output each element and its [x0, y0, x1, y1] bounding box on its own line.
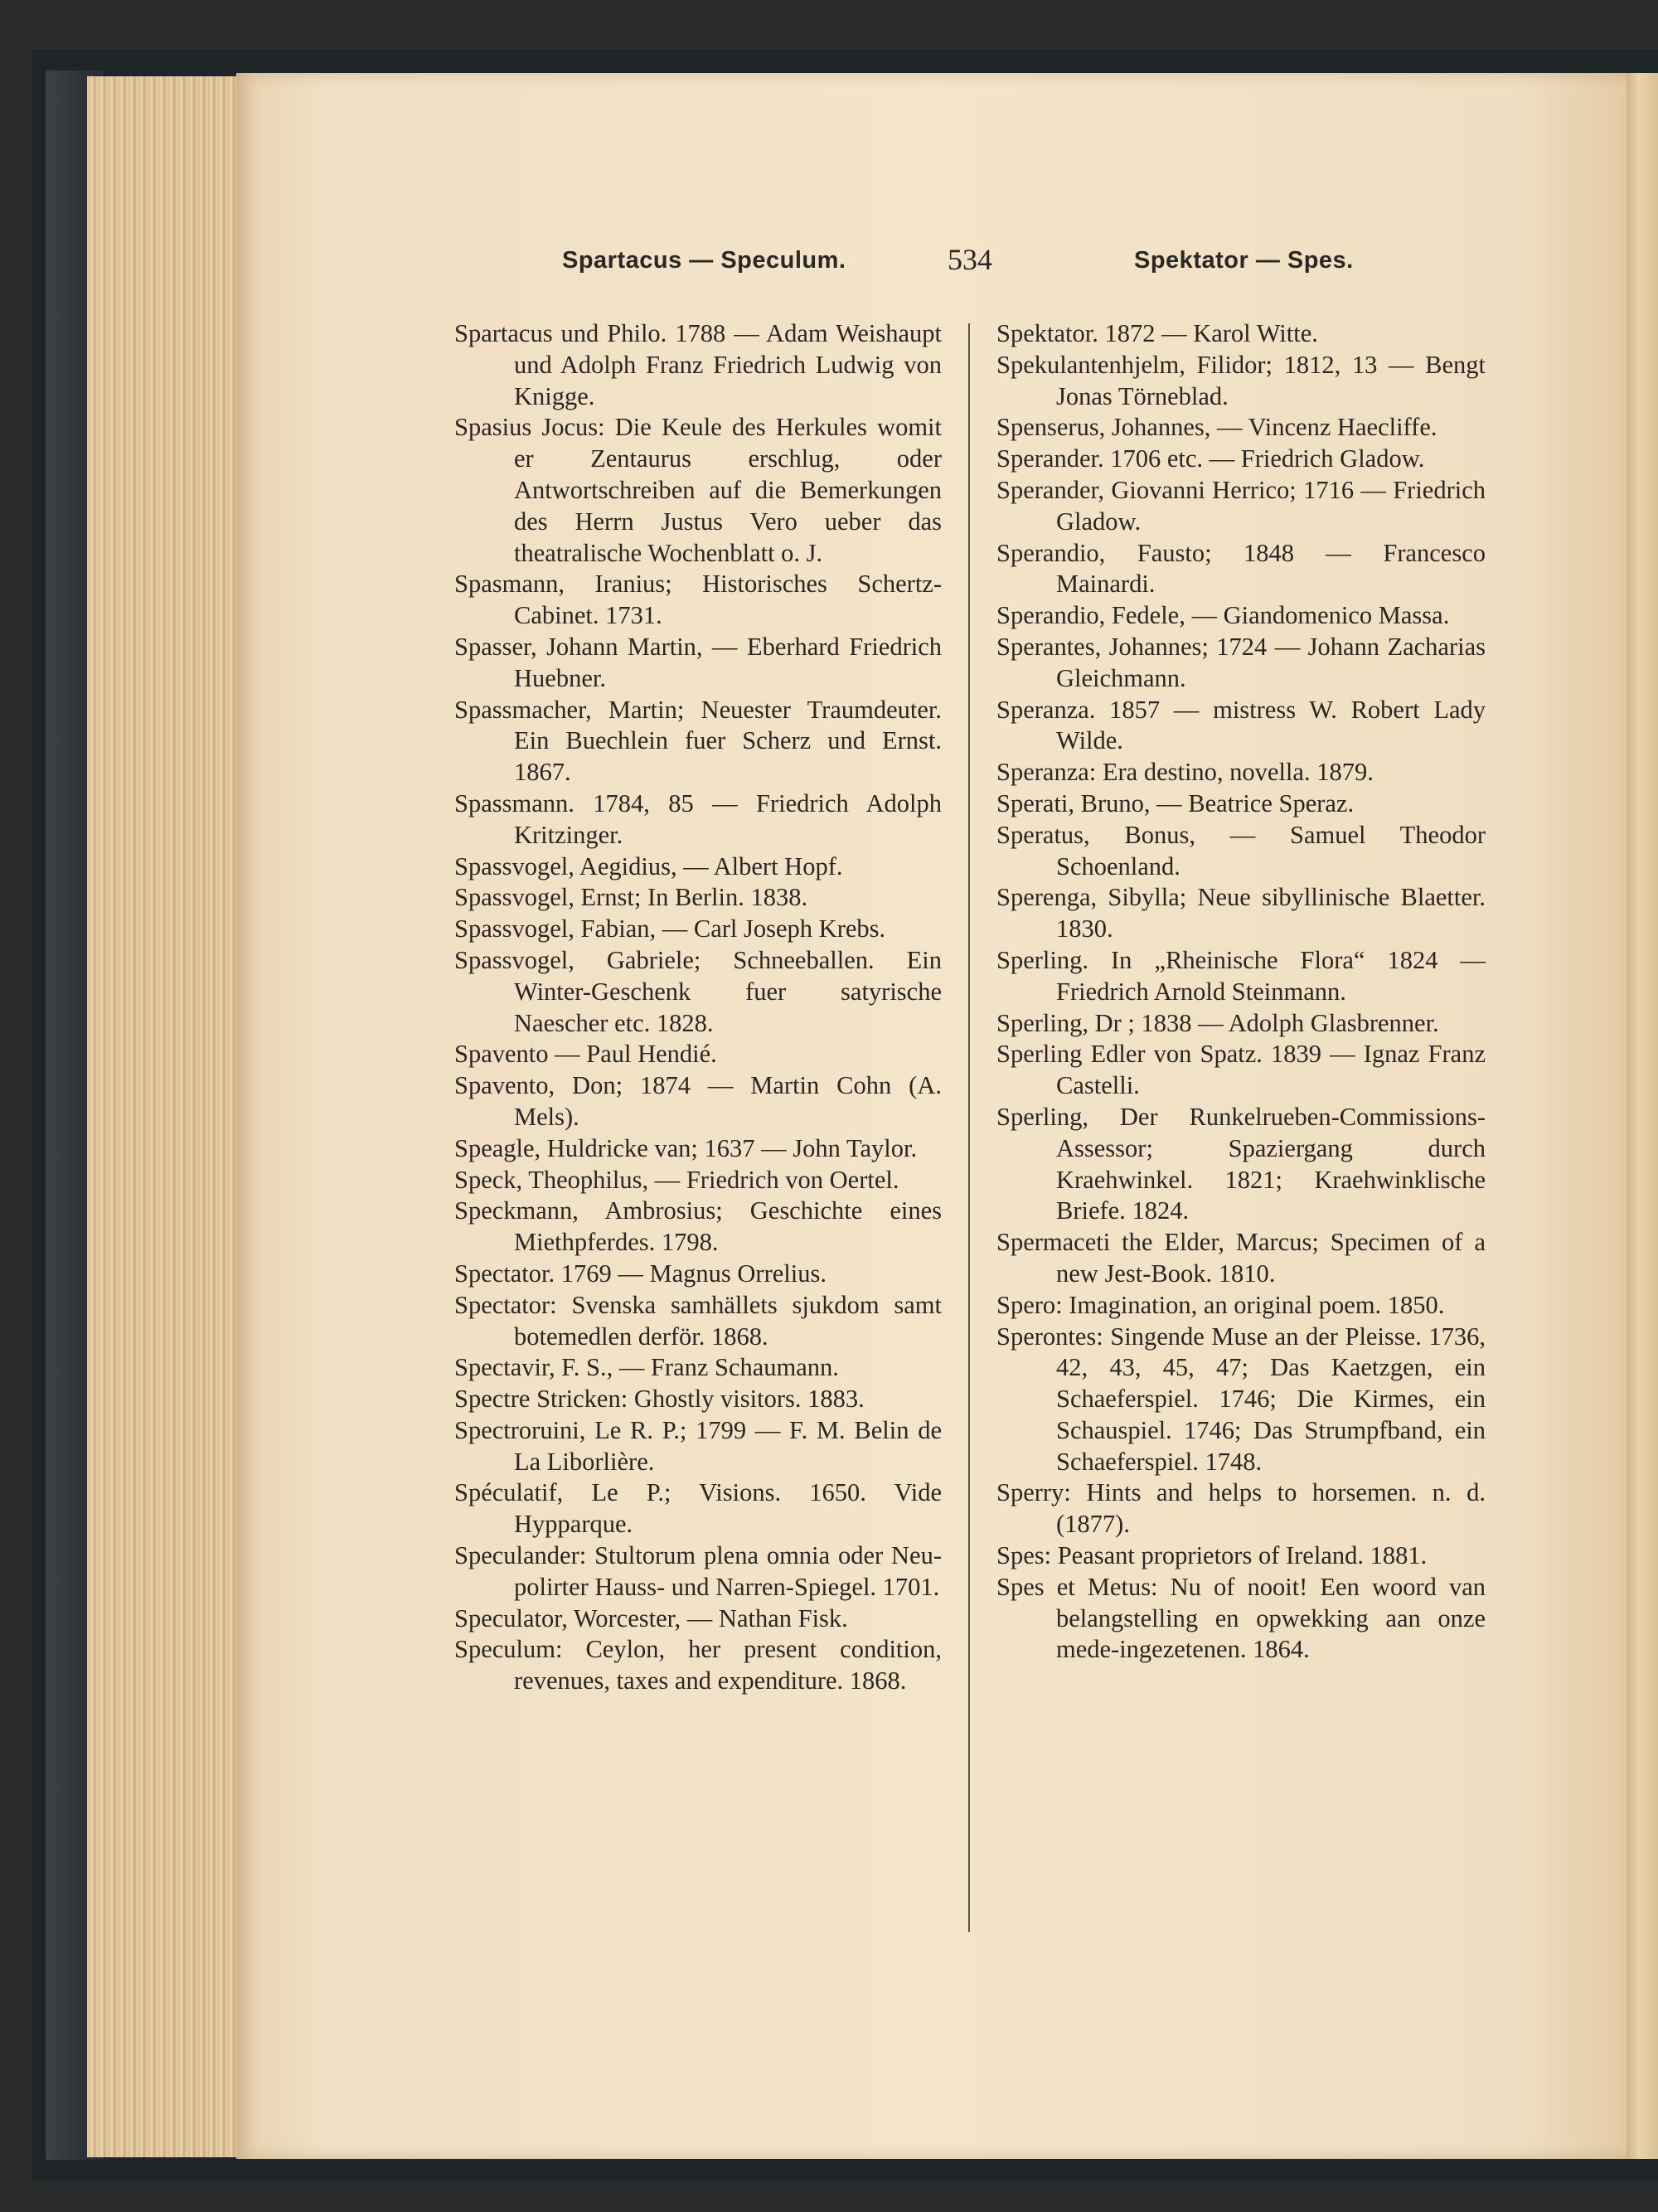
- index-entry: Sperandio, Fausto; 1848 — Francesco Mainardi.: [996, 538, 1486, 599]
- index-entry: Speranza. 1857 — mistress W. Robert Lady Wilde.: [996, 695, 1486, 755]
- index-entry: Spectroruini, Le R. P.; 1799 — F. M. Belin de La Liborlière.: [454, 1415, 942, 1476]
- index-entry: Sperling, Der Runkelrueben-Commissions-Assessor; Spaziergang durch Kraehwinkel. 1821; Kraehwinklische Briefe. 1824.: [996, 1102, 1486, 1225]
- index-entry: Spectator. 1769 — Magnus Orrelius.: [454, 1259, 827, 1288]
- left-column: [454, 318, 942, 1697]
- index-entry: Spes et Metus: Nu of nooit! Een woord van belangstelling en opwekking aan onze mede-ingezetenen. 1864.: [996, 1572, 1486, 1664]
- index-entry: Spassmann. 1784, 85 — Friedrich Adolph Kritzinger.: [454, 788, 942, 849]
- index-entry: Spéculatif, Le P.; Visions. 1650. Vide Hypparque.: [454, 1478, 942, 1539]
- right-column: [996, 318, 1486, 1666]
- index-entry: Sperander. 1706 etc. — Friedrich Gladow.: [996, 444, 1425, 473]
- index-entry: Spassmacher, Martin; Neuester Traumdeuter. Ein Buechlein fuer Scherz und Ernst. 1867.: [454, 695, 942, 787]
- right-page-edge: [1626, 73, 1658, 2159]
- index-entry: Speculum: Ceylon, her present condition, revenues, taxes and expenditure. 1868.: [454, 1635, 942, 1695]
- index-entry: Spectavir, F. S., — Franz Schaumann.: [454, 1353, 839, 1382]
- header-left-range: Spartacus — Speculum.: [562, 247, 846, 274]
- index-entry: Speratus, Bonus, — Samuel Theodor Schoenland.: [996, 820, 1486, 880]
- index-entry: Spasser, Johann Martin, — Eberhard Friedrich Huebner.: [454, 632, 942, 692]
- header-right-range: Spektator — Spes.: [1134, 247, 1354, 274]
- index-entry: Spekulantenhjelm, Filidor; 1812, 13 — Bengt Jonas Törneblad.: [996, 350, 1486, 410]
- index-entry: Sperati, Bruno, — Beatrice Speraz.: [996, 788, 1355, 817]
- index-entry: Spermaceti the Elder, Marcus; Specimen of a new Jest-Book. 1810.: [996, 1228, 1486, 1288]
- index-entry: Speck, Theophilus, — Friedrich von Oertel.: [454, 1165, 899, 1194]
- index-entry: Sperling Edler von Spatz. 1839 — Ignaz Franz Castelli.: [996, 1040, 1486, 1100]
- running-header: [0, 243, 1658, 289]
- index-entry: Spassvogel, Aegidius, — Albert Hopf.: [454, 851, 843, 880]
- index-entry: Sperandio, Fedele, — Giandomenico Massa.: [996, 601, 1450, 630]
- index-entry: Speagle, Huldricke van; 1637 — John Taylor.: [454, 1133, 918, 1162]
- index-entry: Spartacus und Philo. 1788 — Adam Weishaupt und Adolph Franz Friedrich Ludwig von Knigge.: [454, 319, 942, 410]
- index-entry: Speranza: Era destino, novella. 1879.: [996, 758, 1374, 787]
- index-entry: Sperander, Giovanni Herrico; 1716 — Friedrich Gladow.: [996, 475, 1486, 536]
- index-entry: Spectre Stricken: Ghostly visitors. 1883.: [454, 1385, 865, 1414]
- index-entry: Spenserus, Johannes, — Vincenz Haecliffe.: [996, 413, 1437, 442]
- index-entry: Sperenga, Sibylla; Neue sibyllinische Blaetter. 1830.: [996, 883, 1486, 943]
- index-entry: Sperling, Dr ; 1838 — Adolph Glasbrenner.: [996, 1008, 1439, 1037]
- index-entry: Spasius Jocus: Die Keule des Herkules womit er Zentaurus erschlug, oder Antwortschreiben auf die Bemerkungen des Herrn Justus Vero ueber das theatralische Wochenblatt o. J.: [454, 413, 942, 567]
- column-divider: [968, 323, 970, 1932]
- index-entry: Spavento, Don; 1874 — Martin Cohn (A. Mels).: [454, 1071, 942, 1131]
- index-entry: Spasmann, Iranius; Historisches Schertz-Cabinet. 1731.: [454, 570, 942, 630]
- page-edges: [87, 76, 253, 2157]
- index-entry: Spes: Peasant proprietors of Ireland. 1881.: [996, 1541, 1428, 1570]
- index-entry: Sperry: Hints and helps to horsemen. n. d. (1877).: [996, 1478, 1486, 1539]
- index-entry: Spassvogel, Fabian, — Carl Joseph Krebs.: [454, 914, 886, 943]
- index-entry: Speckmann, Ambrosius; Geschichte eines Miethpferdes. 1798.: [454, 1196, 942, 1257]
- index-entry: Sperantes, Johannes; 1724 — Johann Zacharias Gleichmann.: [996, 632, 1486, 692]
- index-entry: Speculander: Stultorum plena omnia oder Neu-polirter Hauss- und Narren-Spiegel. 1701.: [454, 1541, 942, 1601]
- index-entry: Spassvogel, Ernst; In Berlin. 1838.: [454, 883, 808, 912]
- index-entry: Spectator: Svenska samhällets sjukdom samt botemedlen derför. 1868.: [454, 1290, 942, 1351]
- index-entry: Sperling. In „Rheinische Flora“ 1824 — Friedrich Arnold Steinmann.: [996, 945, 1486, 1006]
- index-entry: Spavento — Paul Hendié.: [454, 1040, 717, 1069]
- index-entry: Spero: Imagination, an original poem. 1850.: [996, 1290, 1445, 1319]
- index-entry: Sperontes: Singende Muse an der Pleisse. 1736, 42, 43, 45, 47; Das Kaetzgen, ein Schaeferspiel. 1746; Die Kirmes, ein Schauspiel. 1746; Das Strumpfband, ein Schaeferspiel. 1748.: [996, 1322, 1486, 1476]
- index-entry: Spektator. 1872 — Karol Witte.: [996, 319, 1318, 347]
- index-entry: Spassvogel, Gabriele; Schneeballen. Ein Winter-Geschenk fuer satyrische Naescher etc. 1828.: [454, 945, 942, 1037]
- index-entry: Speculator, Worcester, — Nathan Fisk.: [454, 1603, 848, 1632]
- page-number: 534: [948, 243, 992, 276]
